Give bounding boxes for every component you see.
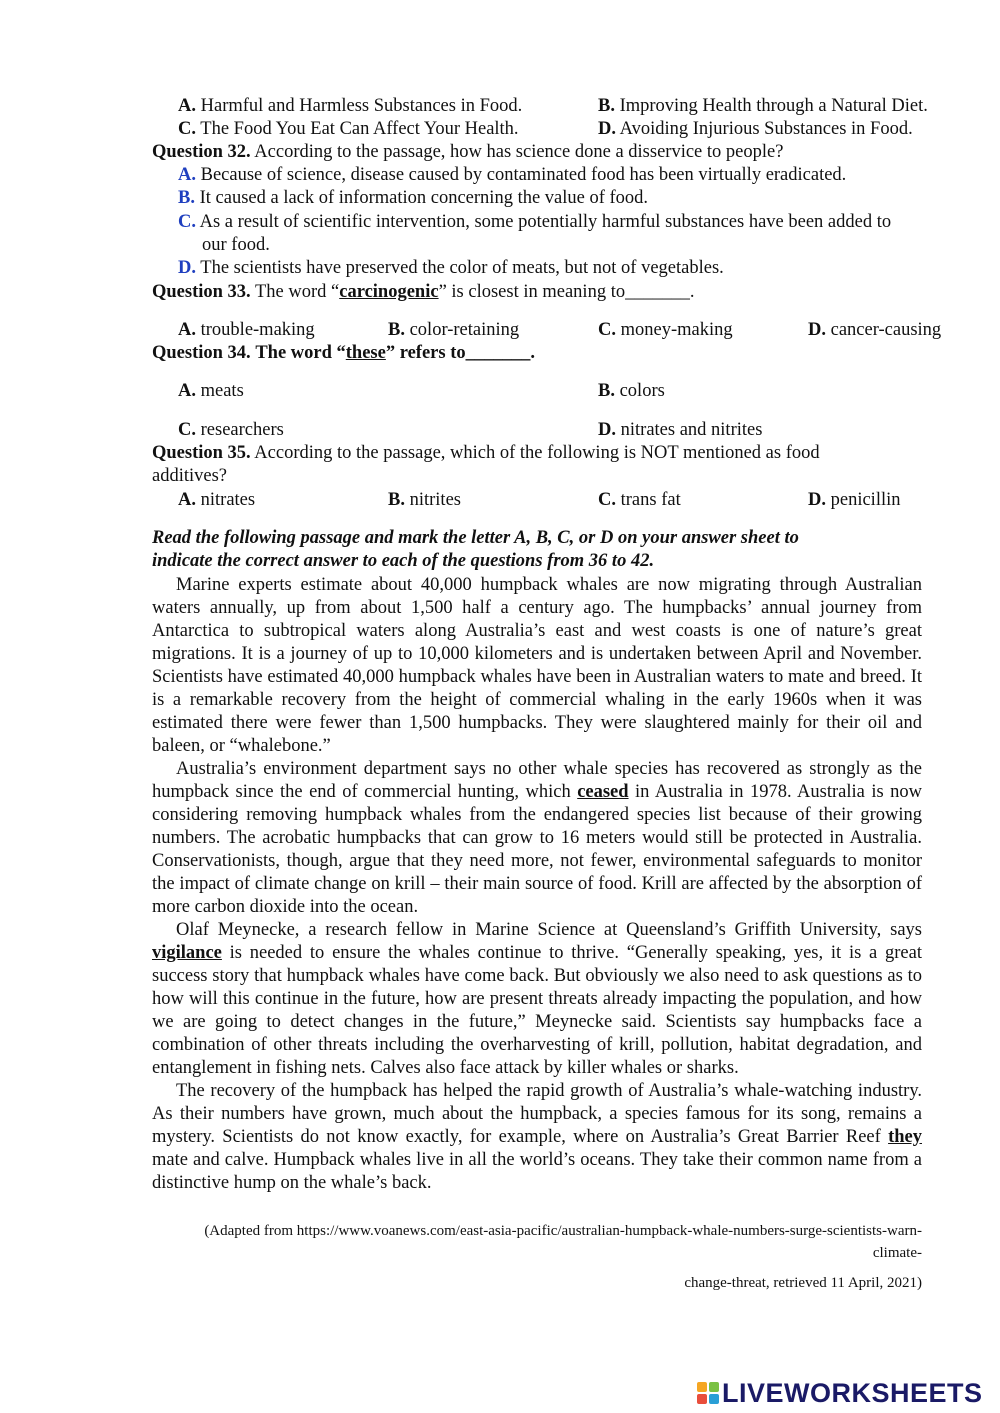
underlined-word-vigilance: vigilance [152,943,222,963]
reading-passage [152,574,922,1195]
instruction-line-1: Read the following passage and mark the letter A, B, C, or D on your answer sheet to [152,528,799,548]
q32-option-a: A. Because of science, disease caused by contaminated food has been virtually eradicated. [178,165,847,185]
q35-stem-continued: additives? [152,466,228,486]
q34-option-b: B. colors [598,381,665,401]
q31-option-b: B. Improving Health through a Natural Diet. [598,96,928,116]
q35-option-c: C. trans fat [598,490,681,510]
q34-stem: Question 34. The word “these” refers to_______. [152,343,535,363]
underlined-word-ceased: ceased [577,782,629,802]
q34-option-d: D. nitrates and nitrites [598,420,763,440]
passage-paragraph-1: Marine experts estimate about 40,000 humpback whales are now migrating through Australian waters annually, up from about 1,500 half a century ago. The humpbacks’ annual journey from Antarctica to subtropical waters along Australia’s east and west coasts is one of nature’s great migrations. It is a journey of up to 10,000 kilometers and is undertaken between April and November. Scientists have estimated 40,000 humpback whales have been in Australian waters to mate and breed. It is a remarkable recovery from the height of commercial whaling in the early 1960s when it was estimated there were fewer than 1,500 humpbacks. They were slaughtered mainly for their oil and baleen, or “whalebone.” [152,575,922,756]
source-citation [110,1220,922,1264]
q32-option-d: D. The scientists have preserved the color of meats, but not of vegetables. [178,258,724,278]
passage-paragraph-4: The recovery of the humpback has helped the rapid growth of Australia’s whale-watching industry. As their numbers have grown, much about the humpback, a species famous for its song, remains a mystery. Scientists do not know exactly, for example, where on Australia’s Great Barrier Reef they mate and calve. Humpback whales live in all the world’s oceans. They take their common name from a distinctive hump on the whale’s back. [152,1081,922,1193]
section-instruction [152,527,922,573]
q32-option-c: C. As a result of scientific intervention, some potentially harmful substances have been added to [178,212,892,232]
q31-option-c: C. The Food You Eat Can Affect Your Health. [178,119,519,139]
source-line-2: climate- [872,1245,922,1261]
q32-stem: Question 32. According to the passage, how has science done a disservice to people? [152,142,784,162]
q33-stem: Question 33. The word “carcinogenic” is closest in meaning to_______. [152,282,695,302]
q32-option-b: B. It caused a lack of information concerning the value of food. [178,188,649,208]
source-citation-end [110,1272,922,1294]
q35-option-a: A. nitrates [178,490,256,510]
q35-stem: Question 35. According to the passage, which of the following is NOT mentioned as food [152,443,820,463]
source-line-3: change-threat, retrieved 11 April, 2021) [684,1275,922,1291]
q35-option-d: D. penicillin [808,490,901,510]
q33-option-b: B. color-retaining [388,320,520,340]
passage-paragraph-2: Australia’s environment department says no other whale species has recovered as strongly as the humpback since the end of commercial hunting, which ceased in Australia in 1978. Australia is now considering removing humpback whales from the endangered species list because of their growing numbers. The acrobatic humpbacks that can grow to 16 meters would still be protected in Australia. Conservationists, though, argue that they need more, not fewer, environmental safeguards to monitor the impact of climate change on krill – their main source of food. Krill are affected by the absorption of more carbon dioxide into the ocean. [152,759,922,917]
instruction-line-2: indicate the correct answer to each of the questions from 36 to 42. [152,551,655,571]
liveworksheets-logo [697,1378,983,1408]
liveworksheets-mark-icon [697,1382,719,1404]
q31-option-a: A. Harmful and Harmless Substances in Food. [178,96,523,116]
q32-option-c-continued: our food. [202,235,270,255]
q33-option-a: A. trouble-making [178,320,315,340]
q33-option-d: D. cancer-causing [808,320,942,340]
q34-option-c: C. researchers [178,420,284,440]
source-line-1: (Adapted from https://www.voanews.com/east-asia-pacific/australian-humpback-whale-numbers-surge-scientists-warn- [204,1223,922,1239]
q33-option-c: C. money-making [598,320,733,340]
passage-paragraph-3: Olaf Meynecke, a research fellow in Marine Science at Queensland’s Griffith University, says vigilance is needed to ensure the whales continue to thrive. “Generally speaking, yes, it is a great success story that humpback whales have come back. But obviously we also need to ask questions as to how will this continue in the future, how are present threats already impacting the population, and how we are going to detect changes in the future,” Meynecke said. Scientists say humpbacks face a combination of other threats including the overharvesting of krill, pollution, habitat degradation, and entanglement in fishing nets. Calves also face attack by killer whales or sharks. [152,920,922,1078]
brand-text: LIVEWORKSHEETS [722,1377,983,1408]
underlined-word-they: they [888,1127,922,1147]
q35-option-b: B. nitrites [388,490,461,510]
q34-option-a: A. meats [178,381,244,401]
q31-option-d: D. Avoiding Injurious Substances in Food. [598,119,913,139]
